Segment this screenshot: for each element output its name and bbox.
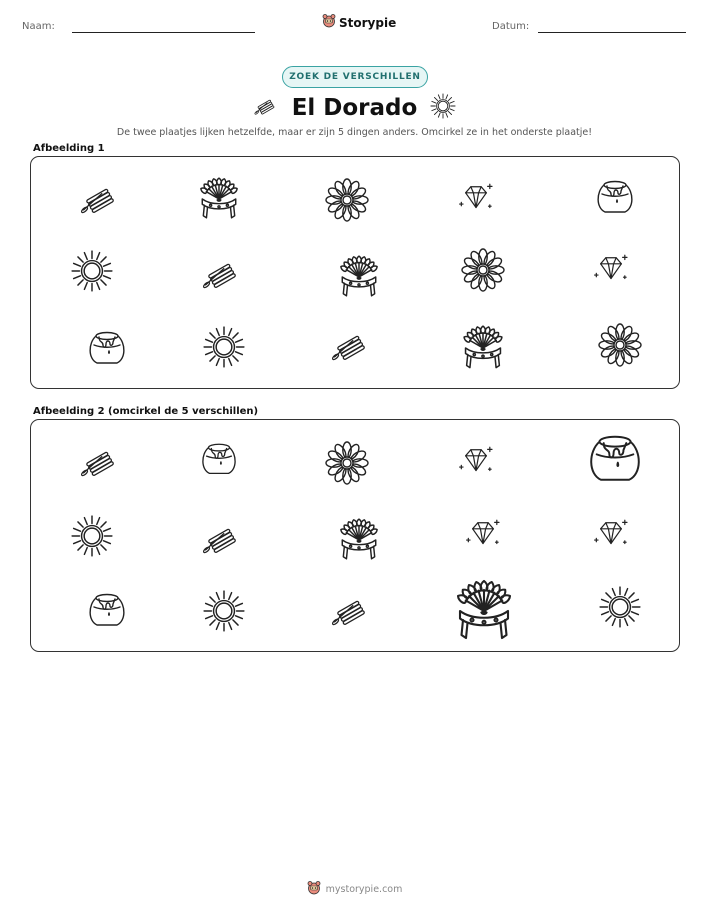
picture-1-cell	[198, 254, 246, 294]
picture-2-cell[interactable]	[463, 515, 503, 553]
picture-2-cell[interactable]	[76, 442, 124, 482]
storypie-mascot-icon	[322, 13, 336, 32]
raft-icon	[198, 254, 246, 294]
picture-1-cell	[593, 176, 637, 220]
raft-icon	[76, 179, 124, 219]
sun-icon	[429, 92, 457, 124]
picture-1-cell	[69, 248, 115, 294]
picture-1-cell	[456, 179, 496, 217]
raft-icon	[198, 519, 246, 559]
headdress-icon	[336, 254, 382, 300]
page-title: El Dorado	[291, 95, 418, 121]
picture-1-panel	[30, 156, 680, 389]
picture-1-cell	[591, 250, 631, 288]
footer	[0, 880, 709, 898]
headdress-icon	[451, 578, 517, 644]
brand-logo	[322, 13, 396, 32]
picture-1-cell	[461, 248, 505, 292]
sun-icon	[201, 588, 247, 634]
brand-name: Storypie	[339, 15, 397, 30]
picture-2-cell[interactable]	[198, 519, 246, 559]
picture-2-cell[interactable]	[451, 578, 517, 644]
diamond-icon	[456, 442, 496, 480]
picture-2-cell[interactable]	[325, 441, 369, 485]
flower-icon	[461, 248, 505, 292]
picture-1-cell	[201, 324, 247, 370]
picture-1-cell	[336, 254, 382, 300]
pot-icon	[593, 176, 637, 220]
picture-2-cell[interactable]	[69, 513, 115, 559]
picture-1-cell	[325, 178, 369, 222]
flower-icon	[325, 178, 369, 222]
raft-icon	[327, 326, 375, 366]
sun-icon	[201, 324, 247, 370]
raft-icon	[76, 442, 124, 482]
raft-icon	[327, 591, 375, 631]
name-field[interactable]	[72, 32, 255, 33]
headdress-icon	[459, 324, 507, 372]
sun-icon	[597, 584, 643, 630]
pot-icon	[85, 327, 129, 371]
picture-2-cell[interactable]	[591, 515, 631, 553]
diamond-icon	[463, 515, 503, 553]
date-label: Datum:	[492, 21, 530, 32]
pot-icon	[85, 589, 129, 633]
instructions: De twee plaatjes lijken hetzelfde, maar er zijn 5 dingen anders. Omcirkel ze in het onderste plaatje!	[116, 127, 593, 138]
picture-1-cell	[459, 324, 507, 372]
picture-2-cell[interactable]	[584, 429, 646, 491]
picture-2-cell[interactable]	[327, 591, 375, 631]
date-field[interactable]	[538, 32, 686, 33]
picture-1-label: Afbeelding 1	[33, 143, 105, 154]
picture-2-panel	[30, 419, 680, 652]
pot-icon	[584, 429, 646, 491]
picture-1-cell	[85, 327, 129, 371]
pot-icon	[198, 439, 240, 481]
flower-icon	[325, 441, 369, 485]
name-label: Naam:	[22, 21, 55, 32]
diamond-icon	[456, 179, 496, 217]
picture-1-cell	[598, 323, 642, 367]
picture-2-cell[interactable]	[198, 439, 240, 481]
headdress-icon	[336, 517, 382, 563]
picture-1-cell	[196, 176, 242, 222]
flower-icon	[598, 323, 642, 367]
picture-1-cell	[327, 326, 375, 366]
activity-badge: ZOEK DE VERSCHILLEN	[282, 66, 428, 88]
picture-2-cell[interactable]	[336, 517, 382, 563]
picture-2-cell[interactable]	[456, 442, 496, 480]
picture-1-cell	[76, 179, 124, 219]
picture-2-cell[interactable]	[597, 584, 643, 630]
sun-icon	[69, 513, 115, 559]
picture-2-cell[interactable]	[201, 588, 247, 634]
footer-site: mystorypie.com	[325, 883, 403, 895]
diamond-icon	[591, 250, 631, 288]
diamond-icon	[591, 515, 631, 553]
raft-icon	[252, 94, 280, 122]
storypie-mascot-icon	[307, 880, 321, 898]
picture-2-label: Afbeelding 2 (omcirkel de 5 verschillen)	[33, 406, 259, 417]
headdress-icon	[196, 176, 242, 222]
sun-icon	[69, 248, 115, 294]
picture-2-cell[interactable]	[85, 589, 129, 633]
